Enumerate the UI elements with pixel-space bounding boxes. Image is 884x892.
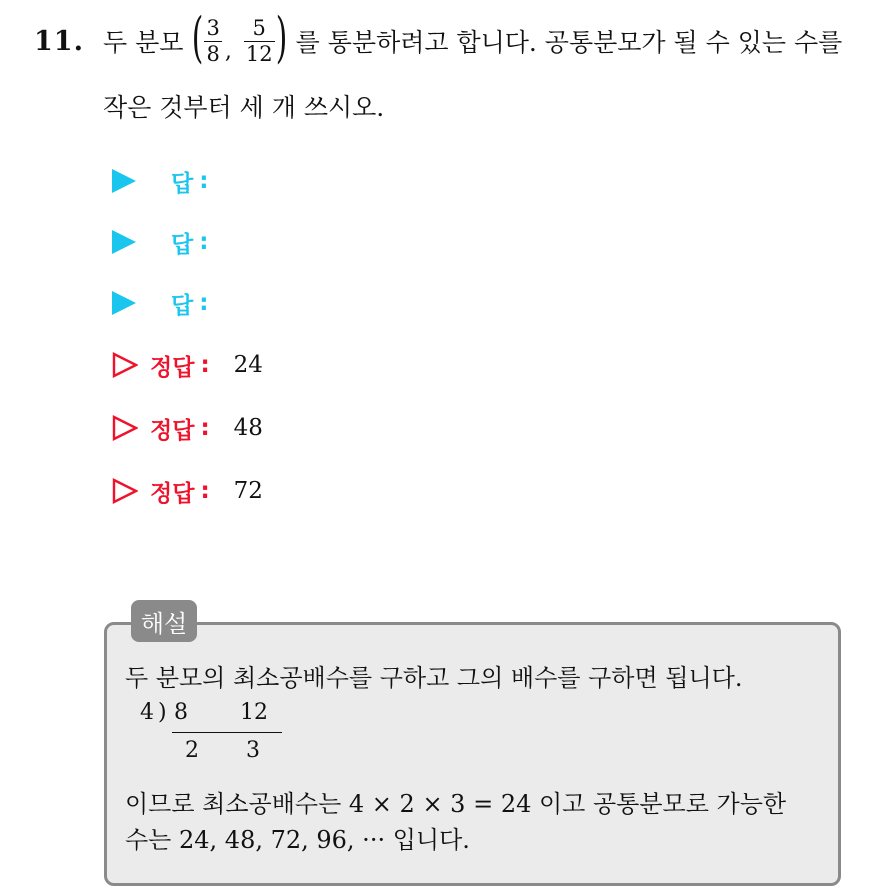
correct-label: 정답 (150, 354, 195, 381)
correct-answer-3 (112, 474, 263, 508)
correct-label: 정답 (150, 480, 195, 507)
outline-triangle-icon (112, 478, 138, 504)
question-number: 11. (34, 26, 84, 57)
correct-value: 24 (233, 352, 263, 378)
division-divisor: 4 (140, 700, 154, 725)
fraction-5-12 (244, 17, 275, 64)
explanation-tag: 해설 (131, 600, 197, 642)
answer-colon: : (199, 290, 209, 316)
fraction-numerator: 5 (252, 16, 266, 41)
correct-value: 72 (233, 478, 263, 504)
question-text-after: 를 통분하려고 합니다. 공통분모가 될 수 있는 수를 (295, 28, 843, 57)
explanation-line-4: 수는 24, 48, 72, 96, ··· 입니다. (125, 826, 470, 854)
division-paren: ) (158, 700, 167, 725)
answer-colon: : (199, 229, 209, 255)
play-triangle-icon (112, 230, 136, 254)
question-line-1 (103, 6, 843, 69)
correct-colon: : (200, 478, 210, 504)
question-line-2: 작은 것부터 세 개 쓰시오. (103, 93, 385, 122)
correct-answer-2 (112, 411, 263, 445)
right-paren: ) (275, 6, 287, 69)
fraction-denominator: 8 (206, 41, 220, 66)
fraction-denominator: 12 (245, 41, 273, 66)
answer-slot-1[interactable] (112, 164, 208, 198)
left-paren: ( (192, 6, 204, 69)
answer-colon: : (199, 168, 209, 194)
correct-label: 정답 (150, 417, 195, 444)
outline-triangle-icon (112, 415, 138, 441)
correct-colon: : (200, 415, 210, 441)
explanation-line-1: 두 분모의 최소공배수를 구하고 그의 배수를 구하면 됩니다. (125, 664, 743, 692)
fraction-3-8 (204, 17, 221, 64)
division-quotient: 3 (246, 738, 260, 763)
question-text-before: 두 분모 (103, 28, 184, 57)
play-triangle-icon (112, 169, 136, 193)
answer-slot-3[interactable] (112, 286, 208, 320)
answer-label: 답 (171, 231, 194, 258)
answer-label: 답 (171, 170, 194, 197)
answer-label: 답 (171, 292, 194, 319)
correct-value: 48 (233, 415, 263, 441)
correct-colon: : (200, 352, 210, 378)
fraction-numerator: 3 (206, 16, 220, 41)
correct-answer-1 (112, 348, 263, 382)
answer-slot-2[interactable] (112, 225, 208, 259)
fraction-comma: , (224, 38, 232, 64)
division-rule (172, 732, 282, 733)
division-quotient: 2 (185, 738, 199, 763)
division-dividend: 8 (174, 700, 188, 725)
division-dividend: 12 (240, 700, 268, 725)
play-triangle-icon (112, 291, 136, 315)
outline-triangle-icon (112, 352, 138, 378)
explanation-line-3: 이므로 최소공배수는 4 × 2 × 3 = 24 이고 공통분모로 가능한 (125, 790, 787, 818)
